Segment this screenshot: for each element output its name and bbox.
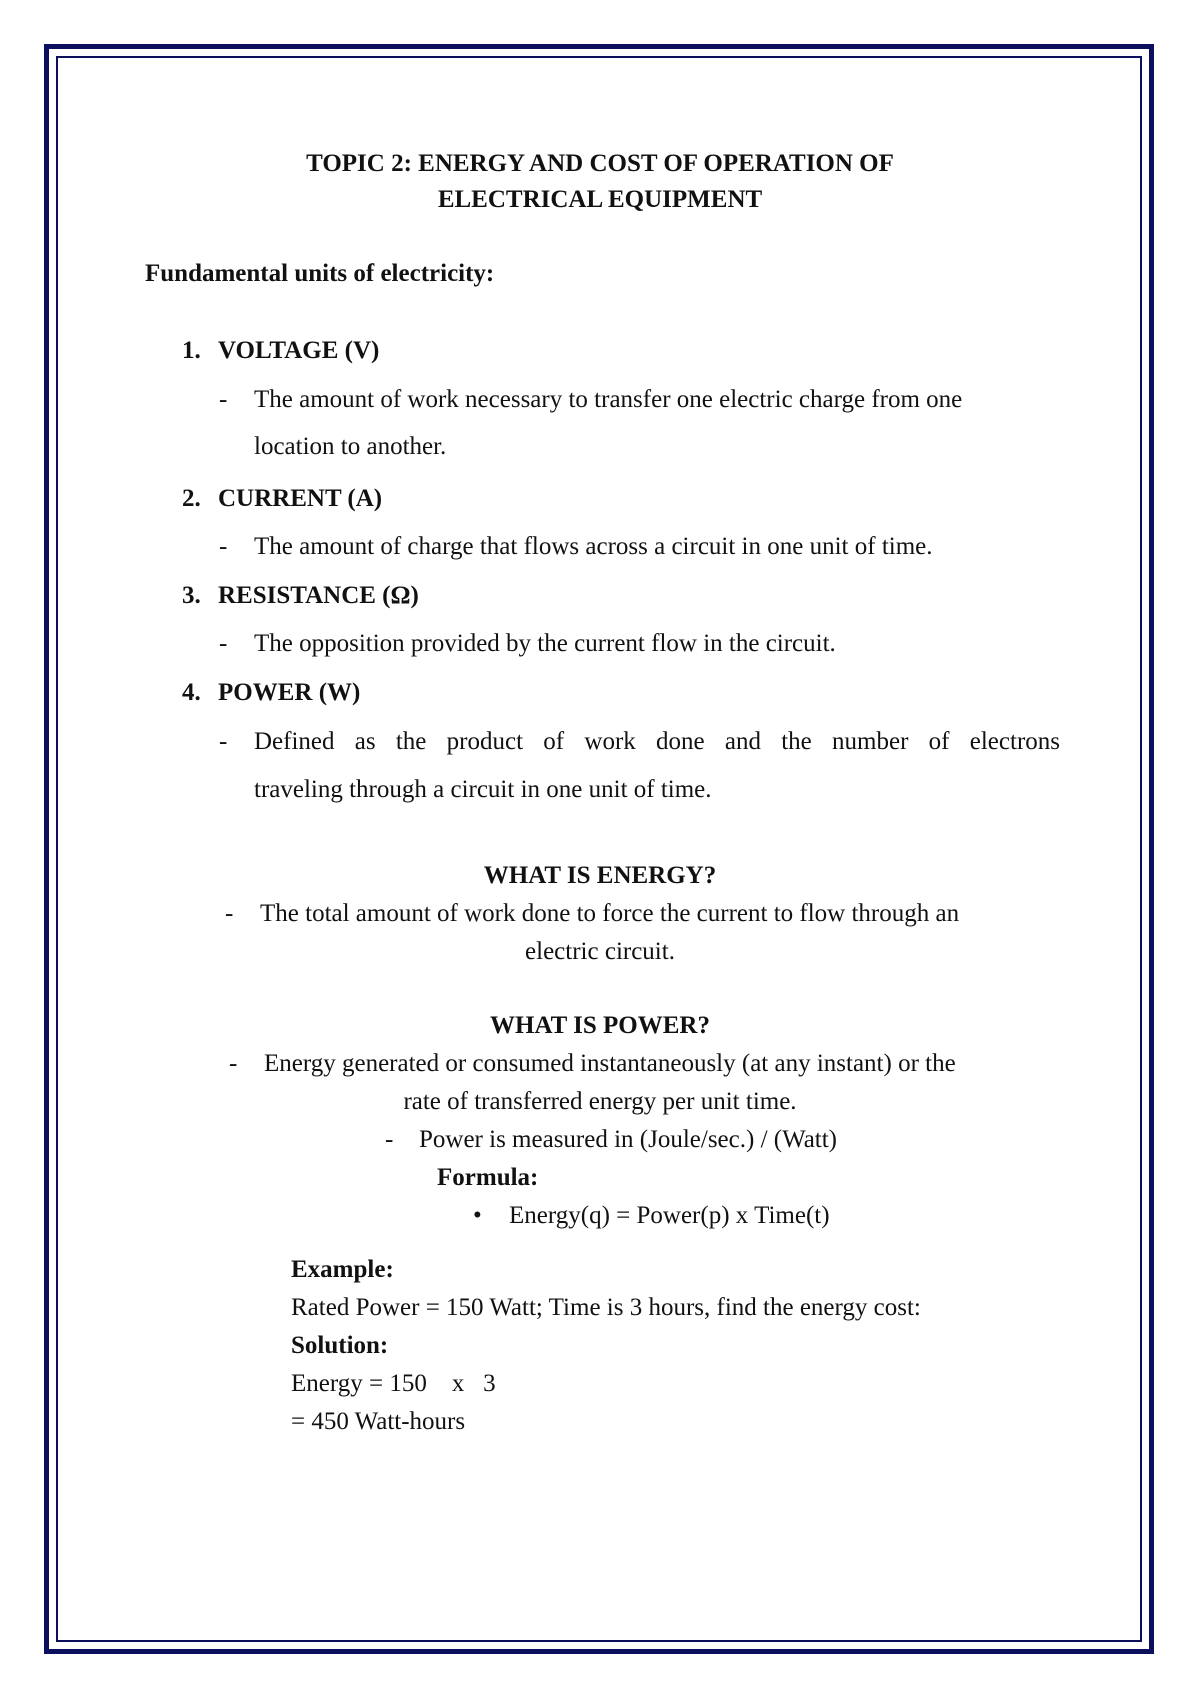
formula-bullet: • <box>473 1202 482 1229</box>
example-text: Rated Power = 150 Watt; Time is 3 hours, find the energy cost: <box>291 1294 921 1321</box>
power-measure: Power is measured in (Joule/sec.) / (Watt) <box>419 1126 838 1153</box>
power-desc-line2: rate of transferred energy per unit time. <box>403 1088 797 1115</box>
section-heading: Fundamental units of electricity: <box>145 260 495 287</box>
power-heading: WHAT IS POWER? <box>490 1012 710 1039</box>
energy-heading: WHAT IS ENERGY? <box>483 862 717 889</box>
unit-desc-power-line1: Defined as the product of work done and the number of electrons <box>254 728 1060 755</box>
solution-label: Solution: <box>291 1332 389 1359</box>
solution-line1: Energy = 150 x 3 <box>291 1370 496 1397</box>
unit-number-3: 3. <box>182 582 201 609</box>
formula-label: Formula: <box>437 1164 539 1191</box>
unit-name-current: CURRENT (A) <box>218 485 383 512</box>
energy-desc-line2: electric circuit. <box>525 938 675 965</box>
dash-marker: - <box>219 630 228 657</box>
unit-name-voltage: VOLTAGE (V) <box>218 337 380 364</box>
unit-desc-current: The amount of charge that flows across a circuit in one unit of time. <box>254 533 933 560</box>
unit-number-1: 1. <box>182 337 201 364</box>
dash-marker: - <box>229 1050 238 1077</box>
dash-marker: - <box>385 1126 394 1153</box>
example-label: Example: <box>291 1256 394 1283</box>
unit-name-resistance: RESISTANCE (Ω) <box>218 582 419 609</box>
energy-desc-line1: The total amount of work done to force the current to flow through an <box>260 900 960 927</box>
unit-desc-voltage-line2: location to another. <box>254 433 447 460</box>
dash-marker: - <box>225 900 234 927</box>
unit-number-4: 4. <box>182 679 201 706</box>
unit-desc-power-line2: traveling through a circuit in one unit of time. <box>254 776 712 803</box>
unit-desc-resistance: The opposition provided by the current flow in the circuit. <box>254 630 836 657</box>
dash-marker: - <box>219 728 228 755</box>
unit-name-power: POWER (W) <box>218 679 361 706</box>
unit-number-2: 2. <box>182 485 201 512</box>
dash-marker: - <box>219 533 228 560</box>
unit-desc-voltage-line1: The amount of work necessary to transfer one electric charge from one <box>254 386 963 413</box>
page-title-line2: ELECTRICAL EQUIPMENT <box>437 186 763 213</box>
formula-text: Energy(q) = Power(p) x Time(t) <box>509 1202 830 1229</box>
page-title-line1: TOPIC 2: ENERGY AND COST OF OPERATION OF <box>306 150 894 177</box>
solution-line2: = 450 Watt-hours <box>291 1408 466 1435</box>
power-desc-line1: Energy generated or consumed instantaneously (at any instant) or the <box>264 1050 956 1077</box>
page-border-inner <box>56 56 1142 1642</box>
dash-marker: - <box>219 386 228 413</box>
